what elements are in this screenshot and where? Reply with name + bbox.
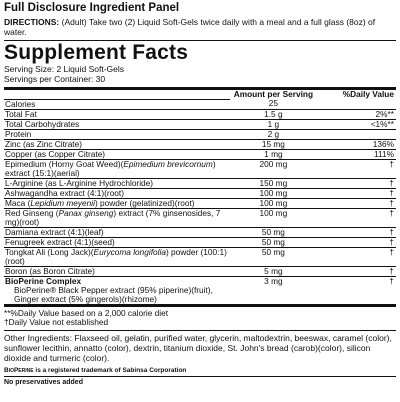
ingredient-name: Red Ginseng (Panax ginseng) extract (7% ginsenosides, 7 mg)(root) [4,208,230,227]
table-row [4,237,396,247]
table-row [4,99,396,109]
ingredient-dv: 111% [316,149,396,159]
ingredient-amount: 1 g [230,119,316,129]
directions [4,17,396,37]
directions-label: DIRECTIONS: [4,17,60,27]
ingredient-amount: 100 mg [230,188,316,198]
ingredient-name: Fenugreek extract (4:1)(seed) [4,237,230,247]
supplement-label [4,2,396,402]
table-row [4,109,396,119]
bioperine-line2: Ginger extract (5% gingerols)(rhizome) [4,295,396,306]
ingredient-dv: † [316,227,396,237]
ingredient-name: Boron (as Boron Citrate) [4,266,230,276]
bioperine-sub-row [4,295,396,306]
footnote-dagger: †Daily Value not established [4,317,109,327]
latin-name: Epimedium brevicornum [123,158,213,169]
ingredient-amount: 1.5 g [230,109,316,119]
facts-table [4,90,396,307]
ingredient-dv: † [316,178,396,188]
ingredient-amount: 1 mg [230,149,316,159]
no-preservatives: No preservatives added [4,376,396,388]
ingredient-name: Ashwagandha extract (4:1)(root) [4,188,230,198]
ingredient-amount: 2 g [230,129,316,139]
latin-name: Lepidium meyenii [30,197,95,208]
ingredient-name: Copper (as Copper Citrate) [4,149,230,159]
ingredient-name: Damiana extract (4:1)(leaf) [4,227,230,237]
ingredient-amount: 50 mg [230,247,316,266]
ingredient-name: Epimedium (Horny Goat Weed)(Epimedium brevicornum) extract (15:1)(aerial) [4,159,230,178]
ingredient-amount: 200 mg [230,159,316,178]
table-row [4,247,396,266]
table-row [4,159,396,178]
dv-header: %Daily Value [342,89,394,99]
directions-text: (Adult) Take two (2) Liquid Soft-Gels twice daily with a meal and a full glass (8oz) of water. [4,17,376,37]
ingredient-name: Calories [4,99,230,109]
ingredient-dv: <1%** [316,119,396,129]
serving-size: Serving Size: 2 Liquid Soft-Gels [4,64,125,74]
table-row [4,266,396,276]
ingredient-dv: † [316,266,396,276]
ingredient-name: Protein [4,129,230,139]
table-row [4,149,396,159]
trademark-text: is a registered trademark of Sabinsa Corporation [33,366,187,374]
ingredient-name: Total Carbohydrates [4,119,230,129]
ingredient-dv: 136% [316,139,396,149]
ingredient-dv: † [316,188,396,198]
panel-title: Full Disclosure Ingredient Panel [4,2,180,14]
ingredient-name: Total Fat [4,109,230,119]
table-row [4,129,396,139]
ingredient-dv: † [316,198,396,208]
ingredient-dv: † [316,237,396,247]
ingredient-name: Zinc (as Zinc Citrate) [4,139,230,149]
supplement-facts-panel [4,40,396,328]
bioperine-dv: † [389,275,394,286]
footnotes [4,307,396,328]
table-row [4,198,396,208]
bioperine-amount: 3 mg [264,275,283,286]
ingredient-dv [316,99,396,109]
facts-rows [4,99,396,276]
ingredient-amount: 25 [230,99,316,109]
table-row [4,188,396,198]
ingredient-dv: † [316,159,396,178]
latin-name: Panax ginseng [58,207,114,218]
ingredient-amount: 5 mg [230,266,316,276]
table-row [4,139,396,149]
table-row [4,178,396,188]
bioperine-line1: BioPerine® Black Pepper extract (95% piperine)(fruit), [14,284,213,295]
trademark-note [4,366,396,375]
facts-title: Supplement Facts [4,41,189,64]
other-ingredients: Other Ingredients: Flaxseed oil, gelatin, purified water, glycerin, maltodextrin, beeswax, caramel (color), sunflower lecithin, annatto (color), dextrin, titanium dioxide, St. John's bread (carob)(color), silicon dioxide and turmeric (color). [4,330,396,363]
ingredient-amount: 50 mg [230,237,316,247]
ingredient-name: Maca (Lepidium meyenii) powder (gelatinized)(root) [4,198,230,208]
trademark-brand: BioPerine [4,366,34,374]
amount-header: Amount per Serving [233,89,314,99]
footnote-dv: **%Daily Value based on a 2,000 calorie diet [4,307,169,318]
table-row [4,227,396,237]
table-row [4,208,396,227]
ingredient-dv [316,129,396,139]
latin-name: Eurycoma longifolia [93,246,166,257]
ingredient-dv: † [316,247,396,266]
ingredient-name: L-Arginine (as L-Arginine Hydrochloride) [4,178,230,188]
ingredient-dv: † [316,208,396,227]
ingredient-amount: 50 mg [230,227,316,237]
table-row [4,119,396,129]
servings-per-container: Servings per Container: 30 [4,74,106,84]
ingredient-amount: 15 mg [230,139,316,149]
ingredient-amount: 150 mg [230,178,316,188]
ingredient-amount: 100 mg [230,208,316,227]
ingredient-name: Tongkat Ali (Long Jack)(Eurycoma longifolia) powder (100:1)(root) [4,247,230,266]
ingredient-amount: 100 mg [230,198,316,208]
ingredient-dv: 2%** [316,109,396,119]
bioperine-name: BioPerine Complex [5,275,82,286]
table-header-row [4,90,396,99]
